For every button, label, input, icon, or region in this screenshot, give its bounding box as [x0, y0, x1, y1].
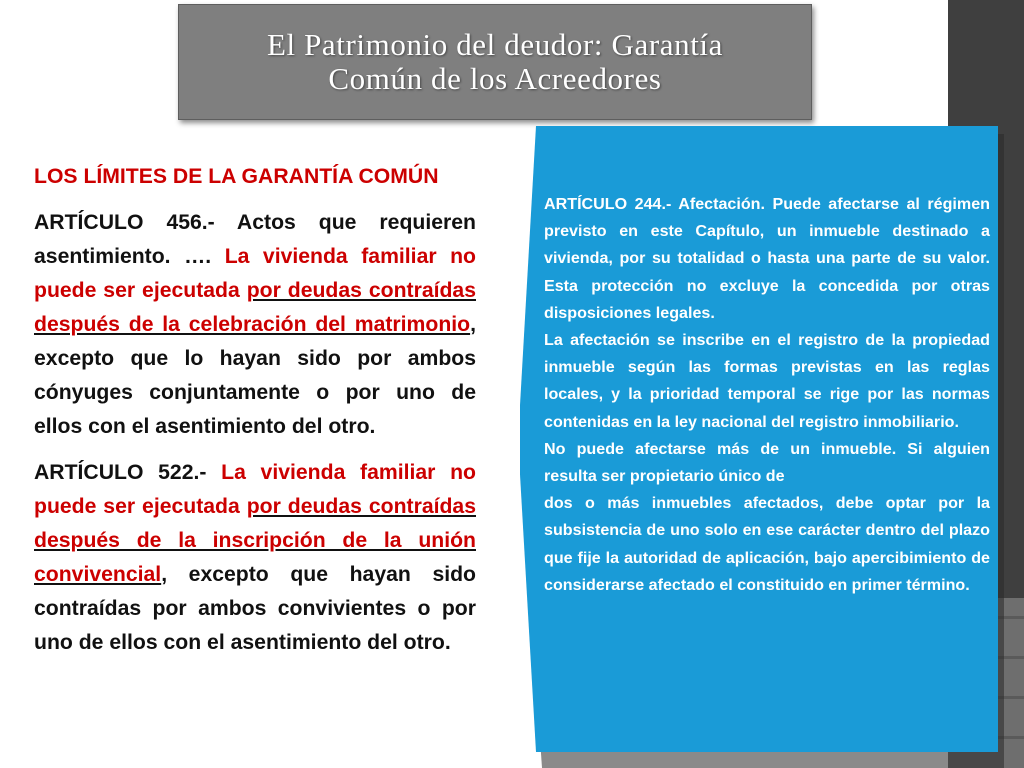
slide-title-box [178, 4, 812, 120]
article-456-paragraph [34, 206, 476, 444]
article-522-rest: , excepto que hayan sido contraídas por ambos convivientes o por uno de ellos con el asentimiento del otro. [34, 563, 476, 654]
article-522-underlined-text: por deudas contraídas después de la inscripción de la unión convivencial [34, 495, 476, 586]
callout-text-block [544, 191, 990, 599]
article-456-label: ARTÍCULO 456.- Actos que requieren asentimiento. …. [34, 211, 476, 268]
slide-title-line-1: El Patrimonio del deudor: Garantía [266, 27, 723, 62]
callout-paragraph-3: No puede afectarse más de un inmueble. Si alguien resulta ser propietario único de [544, 439, 990, 486]
article-522-paragraph [34, 456, 476, 660]
article-456-rest: , excepto que lo hayan sido por ambos cónyuges conjuntamente o por uno de ellos con el asentimiento del otro. [34, 313, 476, 438]
article-522-label: ARTÍCULO 522.- [34, 461, 222, 484]
article-522-red-text: La vivienda familiar no puede ser ejecutada [34, 461, 476, 518]
callout-paragraph-4: dos o más inmuebles afectados, debe optar por la subsistencia de uno solo en ese carácter dentro del plazo que fije la autoridad de aplicación, bajo apercibimiento de considerarse afectado el constituido en primer término. [544, 494, 990, 594]
section-heading: LOS LÍMITES DE LA GARANTÍA COMÚN [34, 165, 439, 188]
left-text-column [34, 160, 476, 672]
callout-paragraph-2: La afectación se inscribe en el registro de la propiedad inmueble según las formas previstas en las reglas locales, y la prioridad temporal se rige por las normas contenidas en la ley nacional del registro inmobiliario. [544, 331, 990, 431]
article-456-red-text: La vivienda familiar no puede ser ejecutada [34, 245, 476, 302]
slide-title-line-2: Común de los Acreedores [328, 61, 662, 96]
callout-paragraph-1: ARTÍCULO 244.- Afectación. Puede afectarse al régimen previsto en este Capítulo, un inmueble destinado a vivienda, por su totalidad o hasta una parte de su valor. Esta protección no excluye la concedida por otras disposiciones legales. [544, 195, 990, 322]
article-456-underlined-text: por deudas contraídas después de la celebración del matrimonio [34, 279, 476, 336]
